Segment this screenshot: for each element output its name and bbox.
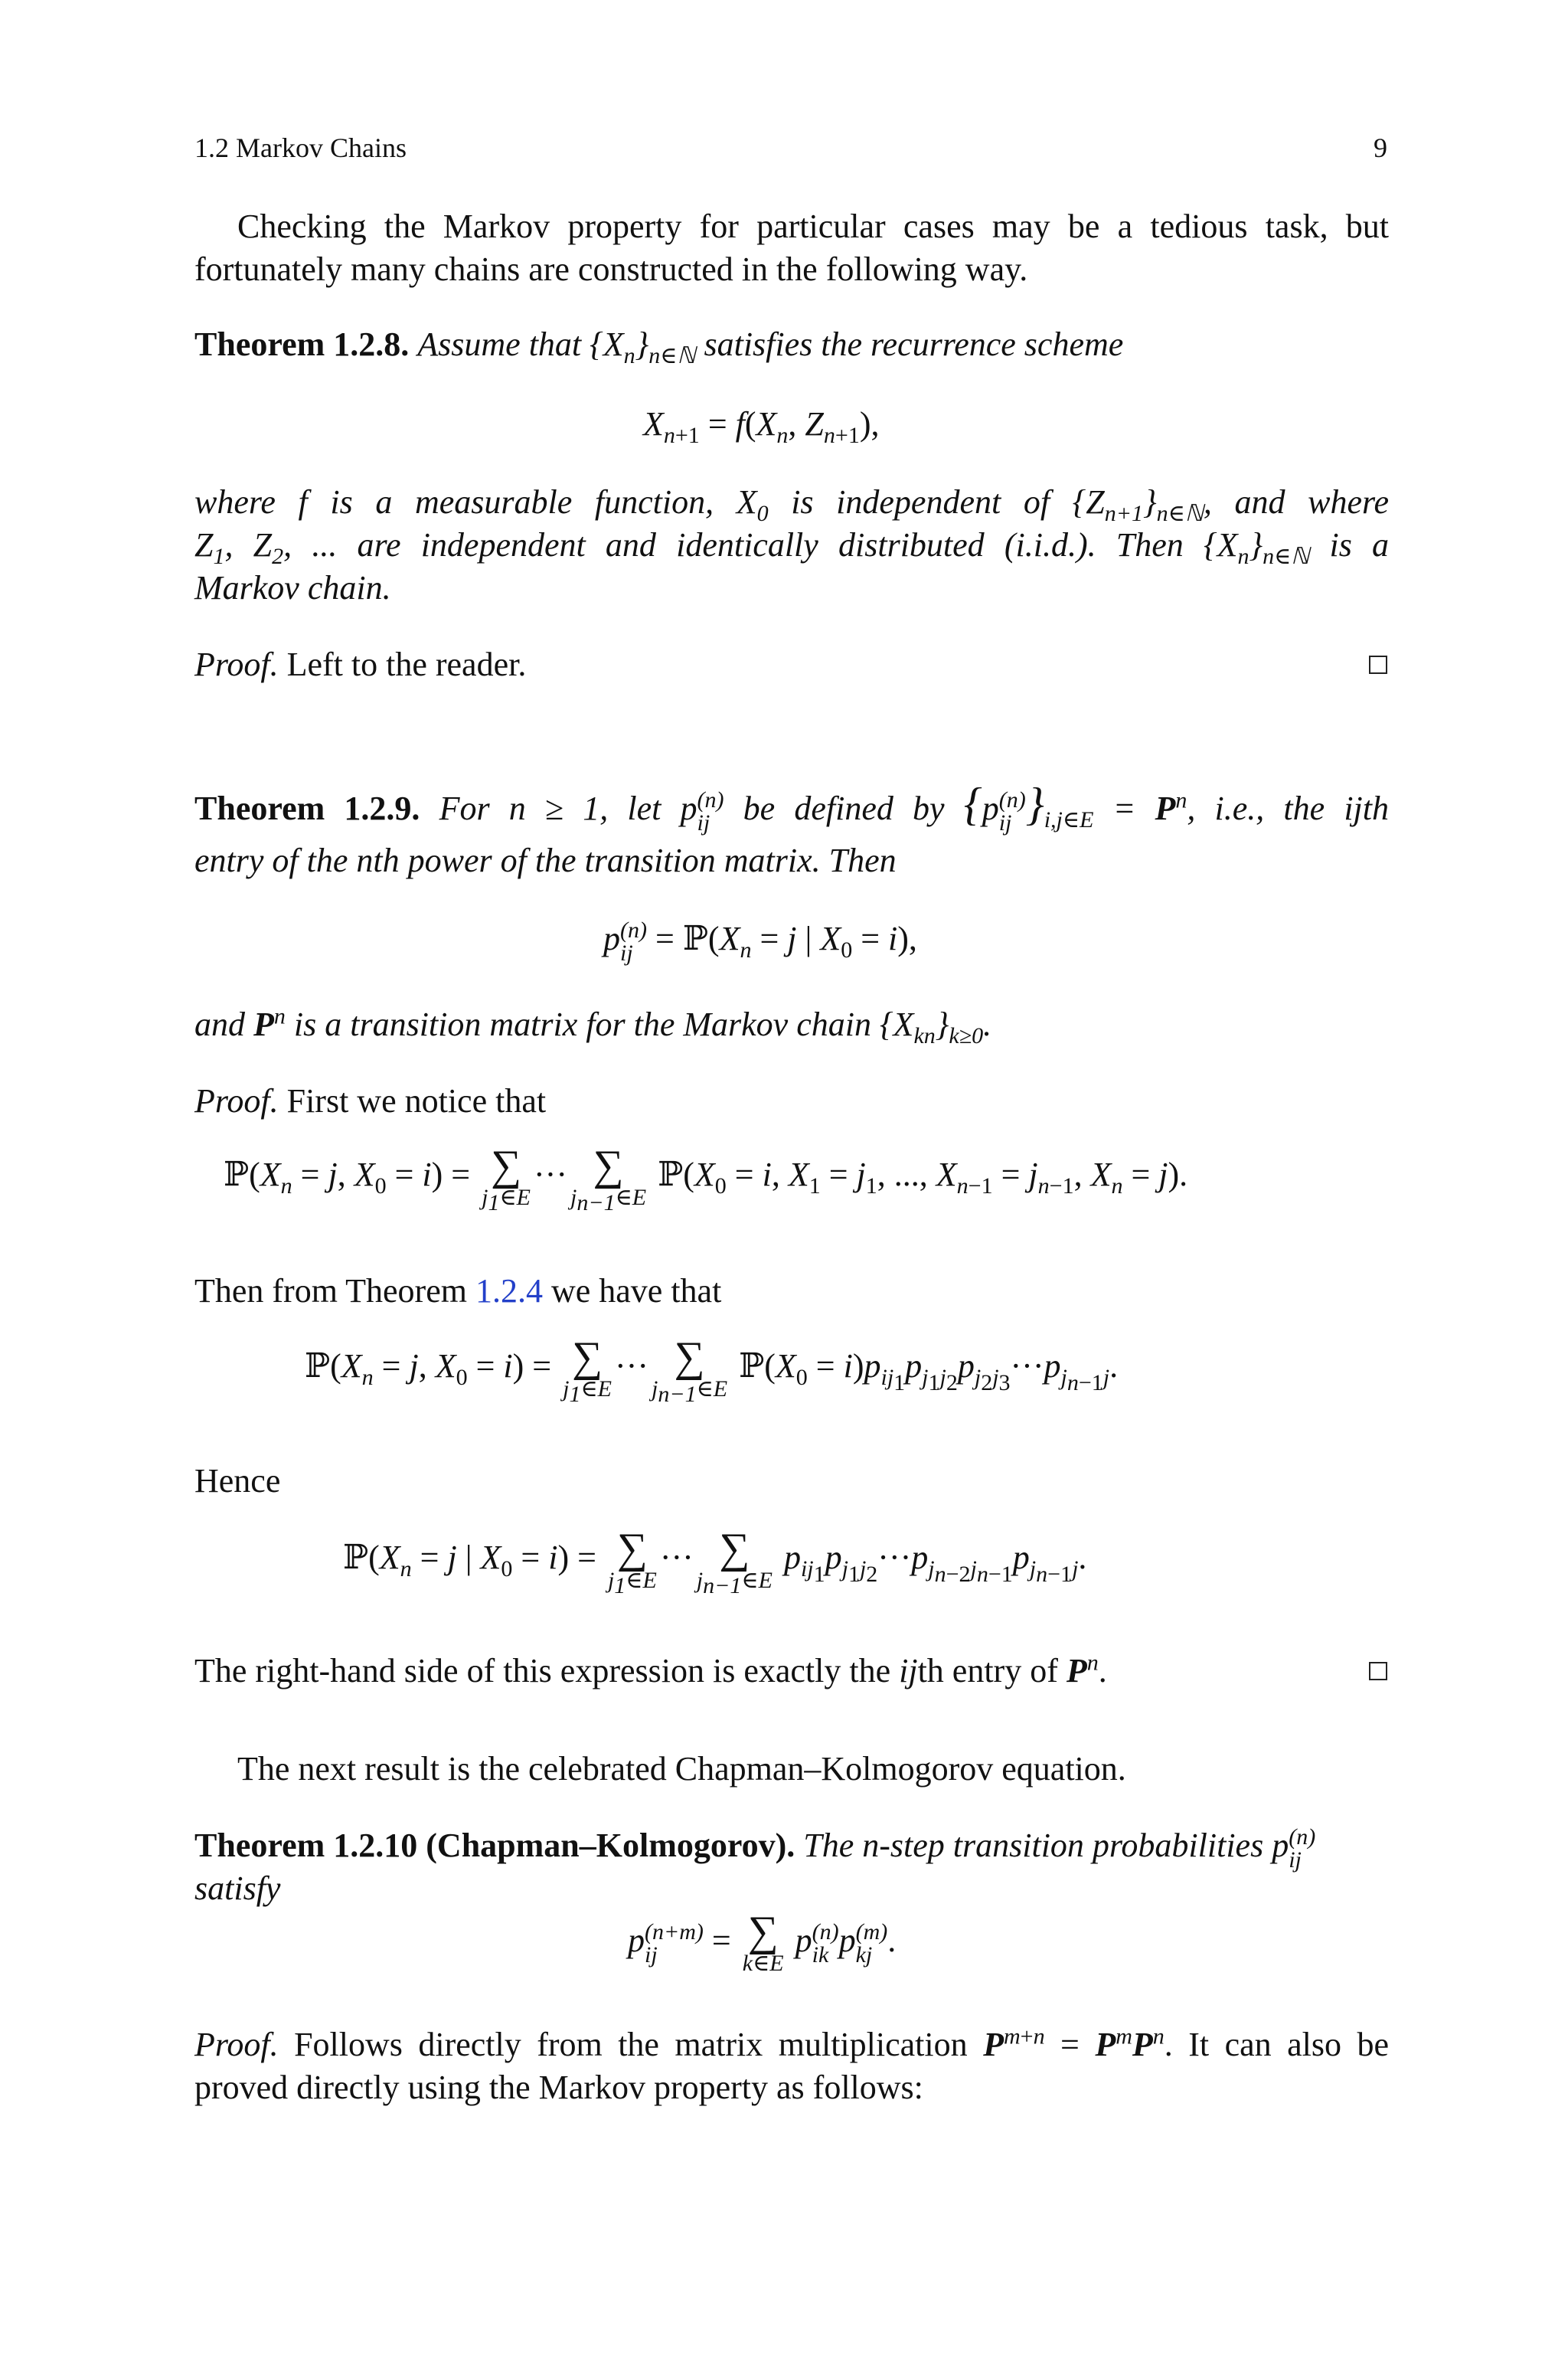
qed-box xyxy=(1369,1662,1387,1680)
proof-1-2-9-conclusion: The right-hand side of this expression is exactly the ijth entry of $P^n$. xyxy=(194,1650,1107,1689)
conclusion-text: The right-hand side of this expression is exactly the xyxy=(194,1652,891,1689)
then-text-end: we have that xyxy=(550,1272,722,1310)
proof-1-2-8 xyxy=(194,643,526,686)
next-result-text: The next result is the celebrated Chapman–Kolmogorov equation. xyxy=(237,1750,1126,1788)
conditional-probability-equation: $ℙ(X_n = j$ | $X_0 = i$) = ∑ $j_1\in E$ ··· ∑ $j_{n-1}\in E$ $p_{ij_1}p_{j_1j_2}\cdot\cdot\cdot p_{j_{n-2}j_{n-1}}p_{j_{n-1}j}$. xyxy=(343,1525,1087,1598)
theorem-1-2-4-link[interactable]: 1.2.4 xyxy=(475,1272,543,1310)
intro-line-2: fortunately many chains are constructed in the following way. xyxy=(194,250,1028,288)
theorem-1-2-8-cond-line3: Markov chain. xyxy=(194,569,391,607)
theorem-1-2-10-satisfy: satisfy xyxy=(194,1869,281,1907)
theorem-1-2-9-equation: p(n) ij = $ℙ(X_n = j$ | $X_0 = i$), xyxy=(603,918,917,966)
then-text: Then from Theorem xyxy=(194,1272,467,1310)
theorem-1-2-8-statement: Theorem 1.2.8. Assume that $\{X_n\}_{n\in ℕ}$ satisfies the recurrence scheme xyxy=(194,325,1124,368)
intro-line-1: Checking the Markov property for particular cases may be a tedious task, but xyxy=(237,208,1389,245)
proof-1-2-10-line1: Proof. Follows directly from the matrix multiplication $P^{m+n} = P^mP^n$. It can also be xyxy=(194,2023,1389,2063)
proof-text-end: . It can also be xyxy=(1164,2026,1389,2063)
proof-text: Follows directly from the matrix multiplication xyxy=(294,2026,968,2063)
conclusion-text-end: th entry of xyxy=(917,1652,1058,1689)
recurrence-equation: $X_{n+1} = f(X_n$, $Z_{n+1}$), xyxy=(643,405,880,448)
theorem-label: Theorem 1.2.8. xyxy=(194,325,410,363)
proof-text: Left to the reader. xyxy=(286,646,527,683)
theorem-1-2-8-cond-line2: $Z_1$, $Z_2$, ... are independent and identically distributed (i.i.d.). Then $\{X_n\}_{n\in ℕ}$ is a xyxy=(194,526,1390,569)
proof-intro-text: First we notice that xyxy=(286,1082,547,1120)
theorem-1-2-9-line1: Theorem 1.2.9. For n ≥ 1, let p(n) ij be defined by {p(n) ij }$_{i,j\in E} = P^n$, i.e., the ijth xyxy=(194,779,1389,836)
proof-label: Proof. xyxy=(194,1082,279,1120)
hence-text: Hence xyxy=(194,1462,281,1500)
then-from-theorem xyxy=(194,1270,721,1313)
theorem-1-2-10-statement: Theorem 1.2.10 (Chapman–Kolmogorov). The n-step transition probabilities p(n) ij xyxy=(194,1824,1316,1873)
qed-box xyxy=(1369,656,1387,674)
chapman-kolmogorov-equation: p(n+m) ij = ∑ k∈E p(n) ik p(m) kj . xyxy=(628,1908,897,1976)
theorem-label: Theorem 1.2.9. xyxy=(194,790,420,827)
theorem-label: Theorem 1.2.10 (Chapman–Kolmogorov). xyxy=(194,1827,795,1864)
proof-label: Proof. xyxy=(194,646,279,683)
joint-probability-equation-2: $ℙ(X_n = j$, $X_0 = i$) = ∑ $j_1\in E$ ··· ∑ $j_{n-1}\in E$ $ℙ(X_0 = i)p_{ij_1}p_{j_1j_2}p_{j_2j_3}\cdot\cdot\cdot p_{j_{n-1}j}$. xyxy=(305,1333,1119,1407)
joint-probability-equation-1: $ℙ(X_n = j$, $X_0 = i$) = ∑ $j_1\in E$ ··· ∑ $j_{n-1}\in E$ $ℙ(X_0 = i$, $X_1 = j_1$, ..., $X_{n-1} = j_{n-1}$, $X_n = j$). xyxy=(224,1142,1188,1215)
proof-label: Proof. xyxy=(194,2026,279,2063)
theorem-1-2-9-result: and $P^n$ is a transition matrix for the Markov chain $\{X_{kn}\}_{k\ge 0}$. xyxy=(194,1003,992,1048)
theorem-1-2-8-cond-line1: where f is a measurable function, $X_0$ is independent of $\{Z_{n+1}\}_{n\in ℕ}$, and where xyxy=(194,483,1389,526)
proof-1-2-10-line2: proved directly using the Markov property as follows: xyxy=(194,2069,923,2106)
theorem-1-2-9-line2: entry of the nth power of the transition matrix. Then xyxy=(194,842,897,879)
page-number: 9 xyxy=(1374,132,1387,163)
running-header-section: 1.2 Markov Chains xyxy=(194,132,407,163)
proof-1-2-9-intro xyxy=(194,1080,546,1123)
